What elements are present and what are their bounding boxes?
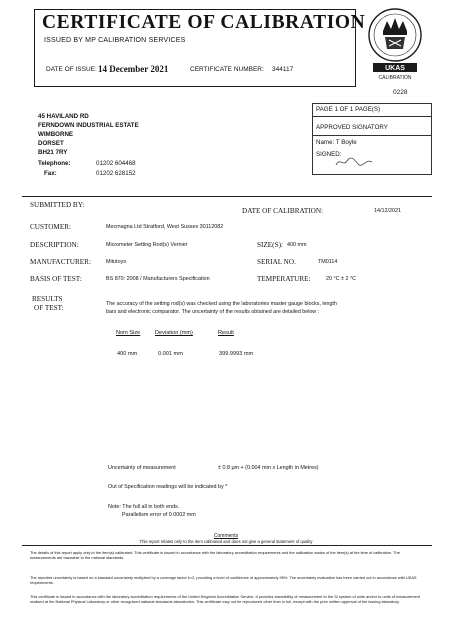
signature	[334, 155, 374, 169]
out-of-spec-note: Out of Specification readings will be indicated by *	[108, 484, 228, 490]
col-header-nominal: Nom Size	[116, 330, 141, 336]
address-line-1: 45 HAVILAND RD	[38, 113, 89, 120]
page-count: PAGE 1 OF 1 PAGE(S)	[316, 106, 381, 113]
results-label-line-2: OF TEST:	[34, 304, 64, 312]
footer-line-0: This report relates only to the item calibrated and does not give a general statement of quality	[139, 539, 313, 544]
ukas-crown-logo	[363, 5, 427, 89]
ukas-lab-number: 0228	[393, 89, 408, 96]
size-label: SIZE(S):	[257, 241, 283, 249]
certificate-number-label: CERTIFICATE NUMBER:	[190, 66, 264, 73]
address-line-2: FERNDOWN INDUSTRIAL ESTATE	[38, 122, 139, 129]
basis-of-test-label: BASIS OF TEST:	[30, 275, 82, 283]
description-value: Micrometer Setting Rod(s) Vernier	[106, 242, 188, 248]
telephone-label: Telephone:	[38, 160, 71, 167]
row-result-value: 399.9993 mm	[219, 351, 254, 357]
serial-value: TM0114	[318, 259, 338, 265]
size-value: 400 mm	[287, 242, 307, 248]
uncertainty-label: Uncertainty of measurement	[108, 465, 176, 471]
customer-value: Mecmagna Ltd Stratford, West Sussex 30112082	[106, 224, 224, 230]
customer-label: CUSTOMER:	[30, 223, 72, 231]
address-line-5: BH21 7RY	[38, 149, 68, 156]
results-label-line-1: RESULTS	[32, 295, 63, 303]
note-line-1: Note: The full all in both ends.	[108, 504, 180, 510]
section-divider-bottom	[22, 545, 432, 546]
footer-paragraph-1: The details of this report apply only to the item(s) calibrated. This certificate is issued in accordance with the laboratory accreditation requirements and the calibration status of the item(s) at the time of calibration. The measurements are traceable to the national standards.	[30, 550, 400, 560]
col-header-deviation: Deviation (mm)	[155, 330, 193, 336]
date-of-calibration-label: DATE OF CALIBRATION:	[242, 207, 324, 215]
submitted-by-label: SUBMITTED BY:	[30, 201, 85, 209]
footer-paragraph-2: The reported uncertainty is based on a standard uncertainty multiplied by a coverage factor k=2, providing a level of confidence of approximately 95%. The uncertainty evaluation has been carried out in accordance with UKAS requirements.	[30, 575, 417, 585]
address-line-4: DORSET	[38, 140, 64, 147]
manufacturer-label: MANUFACTURER:	[30, 258, 91, 266]
results-paragraph-line-1: The accuracy of the setting rod(s) was checked using the laboratories master gauge blocks, length	[106, 301, 337, 307]
results-paragraph-line-2: bars and electronic comparator. The uncertainty of the results obtained are detailed below :	[106, 309, 320, 315]
note-line-2: Parallelism error of 0.0002 mm	[122, 512, 196, 518]
svg-text:UKAS: UKAS	[385, 65, 405, 72]
certificate-number-value: 344117	[272, 66, 294, 73]
date-of-issue-value: 14 December 2021	[98, 64, 169, 74]
signatory-name: Name: T Boyle	[316, 139, 357, 146]
temperature-value: 20 °C ± 2 °C	[326, 276, 357, 282]
footer-heading: Comments	[213, 533, 239, 539]
section-divider-top	[22, 196, 432, 197]
basis-of-test-value: BS 870: 2008 / Manufacturers Specification	[106, 276, 210, 282]
address-line-3: WIMBORNE	[38, 131, 74, 138]
row-nominal-value: 400 mm	[117, 351, 138, 357]
telephone-value: 01202 604468	[96, 160, 136, 167]
signed-label: SIGNED:	[316, 151, 342, 158]
serial-label: SERIAL NO.	[257, 258, 296, 266]
col-header-result: Result	[218, 330, 234, 336]
date-of-issue-label: DATE OF ISSUE:	[46, 66, 97, 73]
certificate-title: CERTIFICATE OF CALIBRATION	[42, 12, 366, 33]
row-deviation-value: 0.001 mm	[158, 351, 183, 357]
issued-by: ISSUED BY MP CALIBRATION SERVICES	[44, 37, 186, 44]
description-label: DESCRIPTION:	[30, 241, 79, 249]
footer-paragraph-3: This certificate is issued in accordance with the laboratory accreditation requirements of the United Kingdom Accreditation Service. It provides traceability of measurement to the SI system of units and/or to units of measurement realised at the National Physical Laboratory or other recognised national standards laboratories. This certificate may not be reproduced other than in full, except with the prior written approval of the issuing laboratory.	[30, 594, 420, 604]
manufacturer-value: Mitutoyo	[106, 259, 127, 265]
approved-signatory: APPROVED SIGNATORY	[316, 124, 388, 131]
uncertainty-value: ± 0.8 µm + (0.004 mm x Length in Metres)	[218, 465, 319, 471]
svg-text:CALIBRATION: CALIBRATION	[378, 75, 412, 81]
temperature-label: TEMPERATURE:	[257, 275, 311, 283]
fax-label: Fax:	[44, 170, 57, 177]
fax-value: 01202 628152	[96, 170, 136, 177]
date-of-calibration-value: 14/12/2021	[374, 208, 401, 214]
